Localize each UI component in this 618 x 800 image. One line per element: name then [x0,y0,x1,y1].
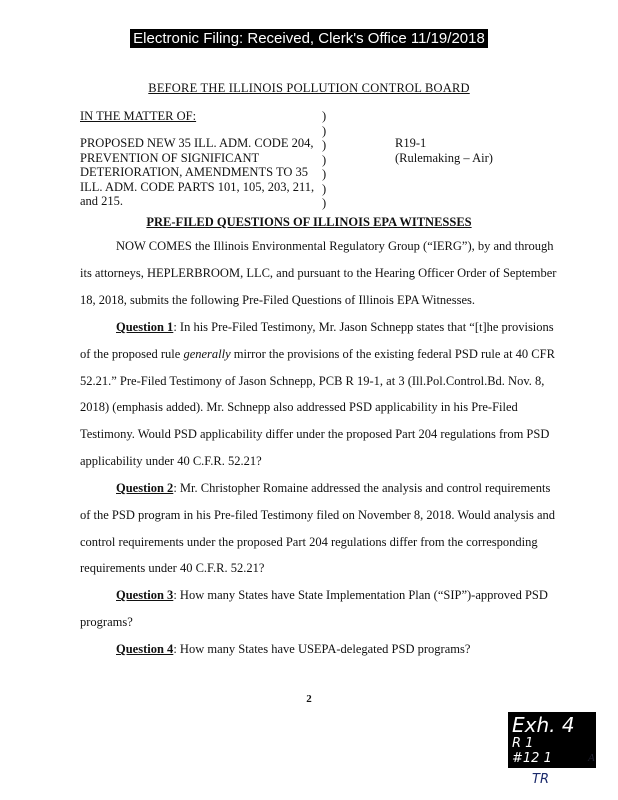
matter-label: IN THE MATTER OF: [80,109,197,123]
stamp-mark: A [588,752,595,764]
docket-type: (Rulemaking – Air) [395,150,493,165]
document-heading: PRE-FILED QUESTIONS OF ILLINOIS EPA WITNESSES [146,215,472,229]
board-title: BEFORE THE ILLINOIS POLLUTION CONTROL BOARD [148,81,470,95]
question-label: Question 3 [116,588,174,602]
docket-info [395,136,493,165]
caption-line: DETERIORATION, AMENDMENTS TO 35 [80,165,309,179]
question-label: Question 1 [116,320,174,334]
caption-line: ILL. ADM. CODE PARTS 101, 105, 203, 211, [80,179,315,194]
docket-number: R19-1 [395,136,427,150]
question-label: Question 4 [116,642,174,656]
question-label: Question 2 [116,481,174,495]
filing-banner: Electronic Filing: Received, Clerk's Office 11/19/2018 [0,30,618,48]
exhibit-stamp: Exh. 4 R 1 #12 1 [508,712,596,768]
page-number: 2 [306,693,312,705]
handwritten-initials: TR [532,772,549,787]
question-4: Question 4: How many States have USEPA-delegated PSD programs? [116,642,471,656]
caption-parens: ) ) ) ) ) ) ) [322,109,327,210]
question-2: Question 2: Mr. Christopher Romaine addressed the analysis and control requirements of the PSD program in his Pre-filed Testimony filed on November 8, 2018. Would analysis and control requirements under the proposed Part 204 regulations differ from the corresponding requirements under 40 C.F.R. 52.21? [80,481,556,576]
question-3: Question 3: How many States have State Implementation Plan (“SIP”)-approved PSD programs? [80,588,548,629]
question-1: Question 1: In his Pre-Filed Testimony, Mr. Jason Schnepp states that “[t]he provisions of the proposed rule generally mirror the provisions of the existing federal PSD rule at 40 CFR 52.21.” Pre-Filed Testimony of Jason Schnepp, PCB R 19-1, at 3 (Ill.Pol.Control.Bd. Nov. 8, 2018) (emphasis added). Mr. Schnepp also addressed PSD applicability in his Pre-Filed Testimony. Would PSD applicability differ under the proposed Part 204 regulations from PSD applicability under 40 C.F.R. 52.21? [80,320,555,468]
case-caption [80,136,314,209]
caption-line: PROPOSED NEW 35 ILL. ADM. CODE 204, [80,136,314,150]
caption-line: and 215. [80,194,124,208]
caption-line: PREVENTION OF SIGNIFICANT [80,150,260,165]
intro-paragraph: NOW COMES the Illinois Environmental Regulatory Group (“IERG”), by and through its attorneys, HEPLERBROOM, LLC, and pursuant to the Hearing Officer Order of September 18, 2018, submits the following Pre-Filed Questions of Illinois EPA Witnesses. [80,239,557,307]
